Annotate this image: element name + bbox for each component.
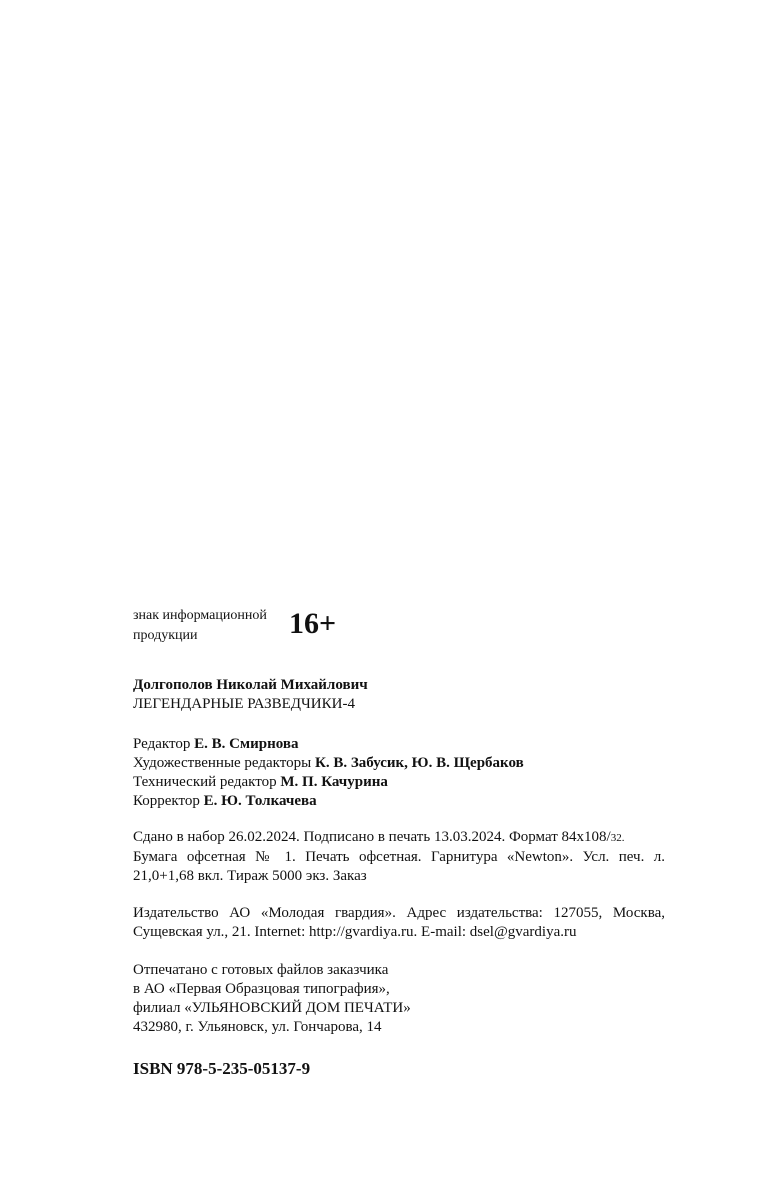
book-title: ЛЕГЕНДАРНЫЕ РАЗВЕДЧИКИ-4 xyxy=(133,696,355,712)
age-rating-label xyxy=(133,606,267,646)
isbn: ISBN 978-5-235-05137-9 xyxy=(133,1059,311,1078)
imprint-line-1-text: Сдано в набор 26.02.2024. Подписано в печать 13.03.2024. Формат 84x108/ xyxy=(133,829,611,845)
editor-name: Е. В. Смирнова xyxy=(194,736,299,752)
age-rating-mark: 16+ xyxy=(289,607,337,640)
author-title-block xyxy=(133,676,693,714)
tech-editor-line xyxy=(133,773,693,792)
editor-role: Редактор xyxy=(133,736,195,752)
publisher-block xyxy=(133,904,693,942)
art-editors-line xyxy=(133,754,693,773)
art-editors-role: Художественные редакторы xyxy=(133,755,315,771)
printer-block xyxy=(133,961,693,1037)
imprint-block xyxy=(133,828,693,886)
author-name: Долгополов Николай Михайлович xyxy=(133,677,368,693)
printer-line-4: 432980, г. Ульяновск, ул. Гончарова, 14 xyxy=(133,1019,382,1035)
printer-line-2: в АО «Первая Образцовая типография», xyxy=(133,981,390,997)
printer-line-3: филиал «УЛЬЯНОВСКИЙ ДОМ ПЕЧАТИ» xyxy=(133,1000,411,1016)
imprint-line-2: Бумага офсетная № 1. Печать офсетная. Гарнитура «Newton». Усл. печ. л. xyxy=(133,849,665,865)
corrector-role: Корректор xyxy=(133,793,204,809)
age-rating-label-line1: знак информационной xyxy=(133,608,267,623)
tech-editor-role: Технический редактор xyxy=(133,774,281,790)
imprint-line-1 xyxy=(133,828,693,848)
publisher-line-2: Сущевская ул., 21. Internet: http://gvardiya.ru. E-mail: dsel@gvardiya.ru xyxy=(133,924,577,940)
age-rating-label-line2: продукции xyxy=(133,628,198,643)
imprint-format-fraction: 32. xyxy=(610,832,625,844)
tech-editor-name: М. П. Качурина xyxy=(280,774,388,790)
editor-line xyxy=(133,735,693,754)
corrector-name: Е. Ю. Толкачева xyxy=(203,793,317,809)
corrector-line xyxy=(133,792,693,811)
imprint-line-3: 21,0+1,68 вкл. Тираж 5000 экз. Заказ xyxy=(133,868,367,884)
staff-block xyxy=(133,735,693,811)
printer-line-1: Отпечатано с готовых файлов заказчика xyxy=(133,962,389,978)
art-editors-names: К. В. Забусик, Ю. В. Щербаков xyxy=(314,755,524,771)
publisher-line-1: Издательство АО «Молодая гвардия». Адрес издательства: 127055, Москва, xyxy=(133,905,665,921)
